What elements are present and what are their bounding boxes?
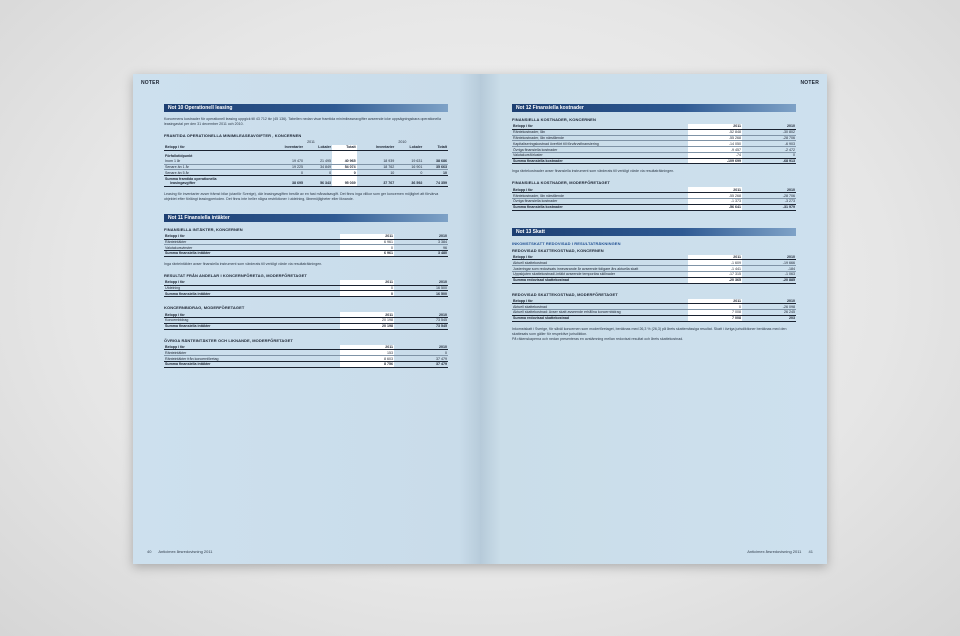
table-cell: 2010 [394, 345, 448, 350]
table-cell: Räntekostnader, lån närstående [512, 193, 688, 199]
cell: 54 074 [332, 164, 357, 170]
note12-t1-title: FINANSIELLA KOSTNADER, KONCERNEN [512, 117, 596, 122]
sum-row [164, 251, 448, 257]
cell: 19 225 [265, 164, 304, 170]
table-cell: -74 [688, 152, 742, 158]
table-cell: -20 365 [688, 277, 742, 283]
note13-subtitle: INKOMSTSKATT REDOVISAD I RESULTATRÄKNINGEN [512, 240, 621, 246]
table-cell: -30 802 [742, 129, 796, 135]
note11-t4-title: ÖVRIGA RÄNTEINTÄKTER OCH LIKNANDE, MODERFÖRETAGET [164, 337, 293, 343]
leasing-table [164, 140, 448, 187]
table-cell: -56 641 [688, 204, 742, 210]
cell: 0 [329, 170, 332, 175]
table-cell: 26 245 [784, 310, 795, 315]
row-label: Inom 1 år [164, 159, 265, 164]
table-cell: -1 441 [688, 266, 742, 272]
table-cell: -55 268 [688, 193, 742, 199]
table-cell: Summa finansiella kostnader [512, 204, 688, 210]
table-cell: Summa redovisad skattekostnad [512, 315, 688, 321]
cell: 19 631 [395, 159, 423, 164]
table-cell: 37 479 [436, 356, 447, 361]
table-cell: 0 [340, 285, 394, 291]
cell: 74 359 [423, 181, 448, 186]
table-cell: Räntekostnader, lån närstående [512, 135, 688, 141]
cell: 56 343 [304, 181, 332, 186]
table-cell: 16 500 [394, 291, 448, 297]
table-cell: Belopp i tkr [512, 124, 688, 129]
table-cell: 73 545 [436, 318, 447, 323]
table-cell: 37 479 [394, 361, 448, 367]
table-cell: 2010 [742, 187, 796, 192]
cell: 18 762 [357, 164, 396, 170]
note10-intro: Koncernens kostnader för operationell leasing uppgick till 43 712 tkr (45 136). Tabellen nedan visar framtida minimileaseavgifter avseende icke uppsägningsbara operationella leasingavtal per den 31 december 2011 och 2010. [164, 117, 442, 126]
table-cell: 2010 [742, 124, 796, 129]
table-cell: 8 603 [340, 356, 394, 362]
year-header: 2010 [398, 140, 407, 145]
footer [747, 549, 819, 554]
page-number: 40 [147, 549, 152, 554]
table-cell: -1 373 [688, 199, 742, 205]
year-header: 2011 [307, 140, 315, 145]
table-cell: 2010 [394, 280, 448, 285]
parent-fin-costs-table [512, 187, 796, 210]
table-cell: Summa finansiella intäkter [164, 323, 340, 329]
cell: 0 [301, 170, 304, 175]
cell: 36 592 [395, 181, 423, 186]
table-cell: Summa finansiella kostnader [512, 158, 688, 164]
table-cell: -26 098 [742, 304, 796, 310]
table-cell: -28 706 [742, 135, 796, 141]
table-cell: -31 979 [742, 204, 796, 210]
note10-table-title: FRAMTIDA OPERATIONELLA MINIMILEASEAVGIFTER , KONCERNEN [164, 133, 302, 138]
col-header: Lokaler [395, 145, 423, 150]
note11-t3-title: KONCERNBIDRAG, MODERFÖRETAGET [164, 305, 245, 311]
table-cell: 2010 [742, 299, 796, 304]
tax-parent-table [512, 299, 796, 322]
table-cell: -14 050 [688, 141, 742, 147]
table-cell: Aktuell skattekostnad [512, 260, 688, 266]
col-header: Totalt [423, 145, 448, 150]
tax-group-table [512, 255, 796, 284]
other-interest-table [164, 345, 448, 368]
cell: 10 [390, 170, 395, 175]
sum-row [512, 158, 796, 164]
table-cell: 2010 [742, 255, 796, 260]
table-cell: 8 756 [340, 361, 394, 367]
note13-outro: Inkomstskatt i Sverige, för såväl koncernen som moderföretaget, beräknas med 26,3 % (26,3) på årets skattemässiga resultat. Skatt i övriga jurisdiktioner beräknas med den skattesats som gäller för respektive jurisdiktion. På räkenskaperna och nedan presenteras en avstämning mellan redovisat resultat och årets skattekostnad. [512, 326, 787, 341]
table-cell: -52 848 [688, 129, 742, 135]
col-header: Belopp i tkr [164, 145, 265, 150]
table-cell: Räntekostnader, lån [512, 129, 688, 135]
table-cell: Belopp i tkr [512, 299, 688, 304]
cell: 10 [443, 170, 447, 175]
table-cell: 2010 [394, 312, 448, 317]
table-cell: Belopp i tkr [512, 255, 688, 260]
table-cell: -1 063 [784, 272, 795, 277]
table-cell: -184 [742, 266, 796, 272]
table-cell: Valutakursvinster [165, 245, 193, 250]
table-cell: -55 268 [688, 135, 742, 141]
sum-row [164, 291, 448, 297]
table-cell: 0 [340, 245, 394, 251]
table-cell: 20 198 [340, 318, 394, 324]
table-cell: Ränteintäkter [164, 239, 340, 245]
cell: 38 695 [265, 181, 304, 186]
running-header: NOTER [800, 80, 819, 86]
note10-title: Not 10 Operationell leasing [164, 104, 448, 112]
table-cell: 2011 [688, 124, 742, 129]
table-cell: Summa finansiella intäkter [164, 251, 340, 257]
cell: 18 939 [357, 159, 396, 164]
note11-t2-title: RESULTAT FRÅN ANDELAR I KONCERNFÖRETAG, MODERFÖRETAGET [164, 272, 307, 278]
table-cell: Summa finansiella intäkter [164, 291, 340, 297]
table-cell: -20 885 [742, 277, 796, 283]
col-header: Inventarier [357, 145, 396, 150]
table-cell: Belopp i tkr [164, 312, 340, 317]
note11-t1-title: FINANSIELLA INTÄKTER, KONCERNEN [164, 226, 243, 232]
dividend-table [164, 280, 448, 297]
table-cell: 6 961 [340, 239, 394, 245]
table-cell: 203 [742, 315, 796, 321]
table-cell: Summa redovisad skattekostnad [512, 277, 688, 283]
table-cell: 2011 [688, 299, 742, 304]
table-cell: 2011 [688, 255, 742, 260]
col-header: Belopp i tkr [164, 234, 340, 239]
table-cell: -17 315 [688, 271, 742, 277]
table-cell: Valutakursförluster [513, 153, 543, 158]
row-label: Senare än 1 år [164, 164, 265, 170]
table-cell: -3 273 [784, 199, 795, 204]
left-page [133, 74, 480, 564]
table-cell: 73 545 [394, 323, 448, 329]
table-cell: 96 [443, 245, 447, 250]
table-cell: Övriga finansiella kostnader [513, 199, 558, 204]
sum-row [512, 204, 796, 210]
cell: 16 901 [395, 164, 423, 170]
table-cell: Belopp i tkr [164, 280, 340, 285]
table-cell: Belopp i tkr [164, 345, 340, 350]
table-cell: 0 [688, 304, 742, 310]
note13-title: Not 13 Skatt [512, 228, 796, 236]
table-cell: 6 961 [340, 251, 394, 257]
sum-row [164, 323, 448, 329]
note11-t1-note: Inga ränteintäkter avser finansiella instrument som värderats till verkligt värde via resultaträkningen. [164, 261, 323, 266]
table-cell: 0 [394, 350, 448, 356]
group-contribution-table [164, 312, 448, 329]
table-cell: 16 500 [436, 286, 447, 291]
table-cell: -68 913 [742, 158, 796, 164]
table-cell: 3 480 [394, 251, 448, 257]
fin-income-table [164, 234, 448, 257]
col-header: 2011 [340, 234, 394, 239]
note12-title: Not 12 Finansiella kostnader [512, 104, 796, 112]
sum-row [512, 315, 796, 321]
table-cell: Summa finansiella intäkter [164, 361, 340, 367]
fin-costs-table [512, 124, 796, 164]
note12-t2-title: FINANSIELLA KOSTNADER, MODERFÖRETAGET [512, 180, 610, 186]
table-cell: Aktuell skattekostnad [512, 304, 688, 310]
table-cell: 7 008 [688, 310, 742, 316]
table-cell: 2011 [340, 312, 394, 317]
note11-title: Not 11 Finansiella intäkter [164, 214, 448, 222]
table-cell: Ränteintäkter från koncernföretag [165, 356, 219, 361]
cell: 37 767 [357, 181, 396, 186]
table-cell: -1 609 [688, 260, 742, 266]
table-cell: 3 384 [394, 239, 448, 245]
table-cell: 2011 [340, 280, 394, 285]
document-spread [133, 74, 827, 564]
table-cell: 20 198 [340, 323, 394, 329]
note10-outro: Leasing för inventarier avser främst bilar (utanför Sverige), där leasingavgiften består av en fast månadsavgift. Det finns inga villkor som ger koncernen möjlighet att förvärva objektet efter förlängt leasingperioden. Det finns inte heller några restriktioner i utdelning, lånemöjligheter eller liknande. [164, 191, 439, 201]
note13-t2-title: REDOVISAD SKATTEKOSTNAD, MODERFÖRETAGET [512, 291, 618, 297]
cell: 38 686 [423, 159, 448, 164]
sum-row [164, 361, 448, 367]
running-header: NOTER [141, 80, 160, 86]
table-cell: Kapitaliseringskostnad överfört till förvärvsfinansiering [512, 141, 688, 147]
table-cell: 153 [340, 350, 394, 356]
table-cell: Koncernbidrag [165, 318, 189, 323]
cell: 35 663 [423, 164, 448, 170]
cell: 19 470 [265, 159, 304, 164]
table-cell: 2011 [688, 187, 742, 192]
table-cell: -9 457 [688, 147, 742, 153]
page-number: 41 [808, 549, 813, 554]
note13-t1-title: REDOVISAD SKATTEKOSTNAD, KONCERNEN [512, 247, 604, 253]
table-cell: -19 666 [742, 260, 796, 266]
row-label: Senare än 5 år [165, 170, 189, 175]
footer-text: Anticimex årsredovisning 2011 [158, 549, 213, 554]
table-cell: 2011 [340, 345, 394, 350]
subheader: Förfallotidpunkt [165, 154, 193, 159]
table-cell: Aktuell skattekostnad: Avser skatt avseende erhållna koncernbidrag [513, 310, 621, 315]
sum-label: Summa framtida operationella [165, 176, 217, 181]
table-cell: Justeringar som redovisats innevarande år avseende tidigare års aktuella skatt [512, 266, 688, 272]
sum-label: leasingavgifter [164, 181, 265, 186]
table-cell: Uppskjuten skattekostnad/-intäkt avseende temporära skillnader [513, 272, 616, 277]
left-content [164, 104, 448, 373]
right-page [480, 74, 827, 564]
cell: 40 965 [332, 159, 357, 164]
table-cell: Belopp i tkr [512, 187, 688, 192]
col-header: 2010 [394, 234, 448, 239]
table-cell: -28 706 [742, 193, 796, 199]
footer [141, 549, 213, 554]
table-cell: -2 472 [742, 147, 796, 153]
cell: 95 039 [332, 181, 357, 186]
note12-t1-note: Inga räntekostnader avser finansiella instrument som värderats till verkligt värde via resultaträkningen. [512, 169, 675, 174]
table-cell: 7 008 [688, 315, 742, 321]
col-header: Lokaler [304, 145, 332, 150]
col-header: Inventarier [265, 145, 304, 150]
table-cell: 0 [793, 153, 795, 158]
table-cell: Ränteintäkter [164, 350, 340, 356]
table-cell: 0 [340, 291, 394, 297]
sum-row [512, 277, 796, 283]
cell: 34 849 [304, 164, 332, 170]
sum-row [164, 181, 448, 186]
right-content [512, 104, 796, 348]
cell: 0 [420, 170, 423, 175]
table-cell: Övriga finansiella kostnader [512, 147, 688, 153]
cell: 21 495 [304, 159, 332, 164]
cell: 0 [332, 170, 357, 176]
table-cell: -6 903 [742, 141, 796, 147]
table-cell: -109 699 [688, 158, 742, 164]
col-header: Totalt [332, 145, 357, 150]
table-cell: Utdelning [165, 286, 181, 291]
footer-text: Anticimex årsredovisning 2011 [747, 549, 802, 554]
